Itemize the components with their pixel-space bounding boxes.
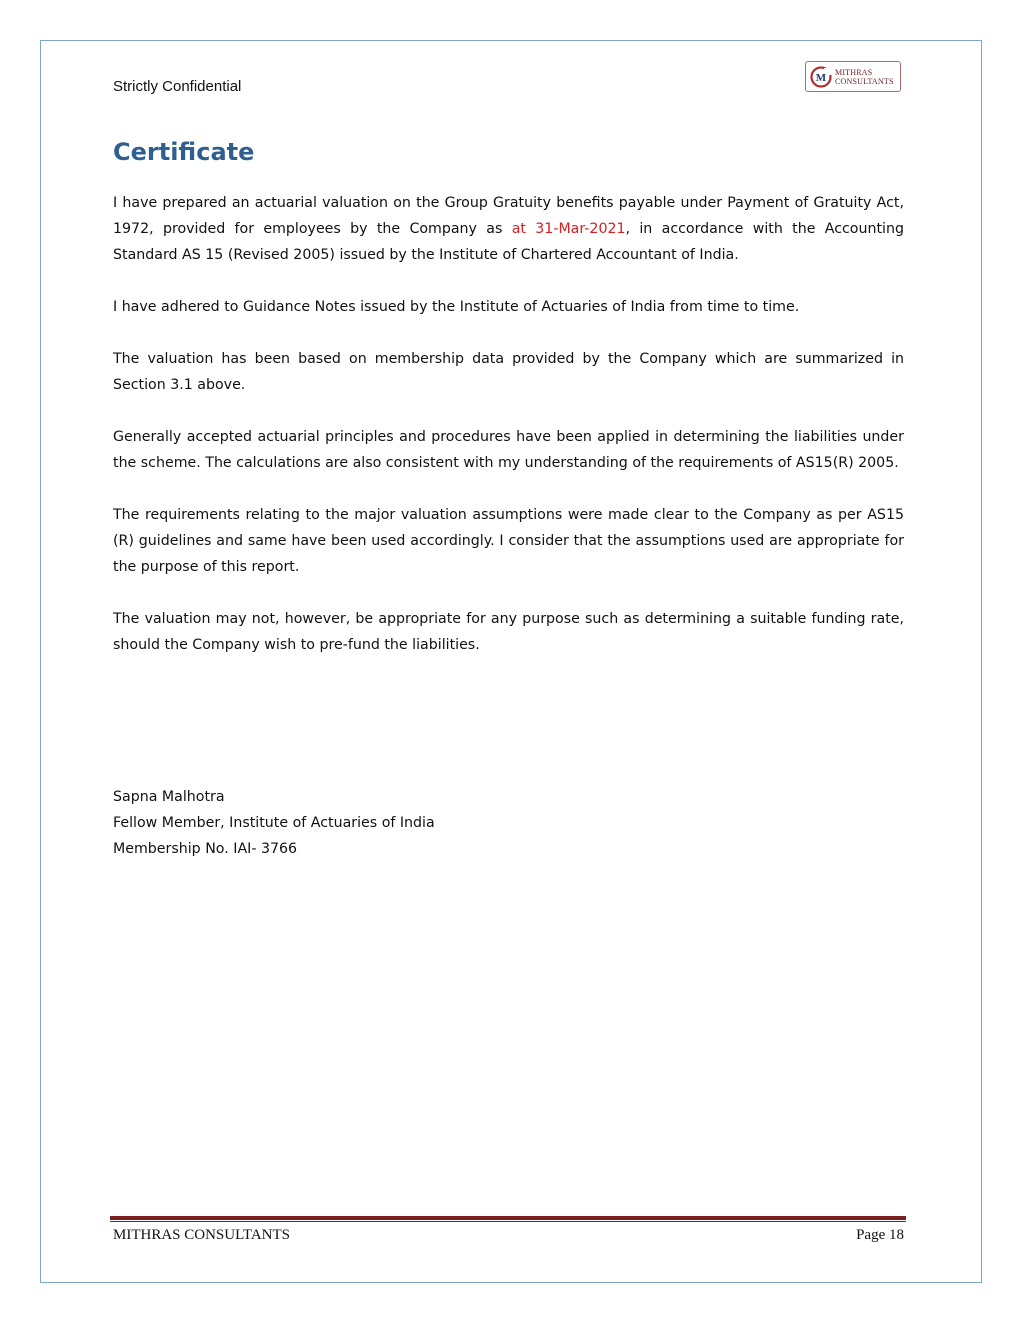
footer-page-number: Page 18 (856, 1227, 904, 1243)
header-confidential-label: Strictly Confidential (113, 78, 242, 95)
signatory-name: Sapna Malhotra (113, 789, 225, 805)
page-title: Certificate (113, 138, 255, 166)
valuation-date-highlight: at 31-Mar-2021 (511, 221, 626, 237)
paragraph-5: The requirements relating to the major valuation assumptions were made clear to the Company as per AS15 (R) guidelines and same have been used accordingly. I consider that the assumptions used are appropriate for the purpose of this report. (113, 507, 904, 575)
mithras-logo-icon (810, 66, 832, 88)
certificate-body (113, 190, 904, 684)
paragraph-1 (113, 190, 904, 268)
signatory-designation: Fellow Member, Institute of Actuaries of India (113, 815, 435, 831)
footer-rule (110, 1216, 906, 1220)
footer-company: MITHRAS CONSULTANTS (113, 1227, 291, 1243)
signature-block (113, 784, 435, 862)
paragraph-3: The valuation has been based on membership data provided by the Company which are summarized in Section 3.1 above. (113, 351, 904, 393)
paragraph-6: The valuation may not, however, be appropriate for any purpose such as determining a suitable funding rate, should the Company wish to pre-fund the liabilities. (113, 611, 904, 653)
footer-rule-thin (110, 1221, 906, 1222)
logo-line1: MITHRAS (835, 67, 873, 77)
paragraph-1-end: , in accordance with the Accounting Standard AS 15 (Revised 2005) issued by the Institute of Chartered Accountant of India. (113, 221, 904, 263)
paragraph-2: I have adhered to Guidance Notes issued by the Institute of Actuaries of India from time to time. (113, 299, 800, 315)
svg-text:M: M (815, 71, 827, 84)
company-logo (805, 61, 901, 92)
logo-line2: CONSULTANTS (835, 76, 894, 86)
paragraph-4: Generally accepted actuarial principles and procedures have been applied in determining the liabilities under the scheme. The calculations are also consistent with my understanding of the requirements of AS15(R) 2005. (113, 429, 904, 471)
paragraph-1-start: I have prepared an actuarial valuation on the Group Gratuity benefits payable under Payment of Gratuity Act, 1972, provided for employees by the Company as (113, 195, 904, 237)
signatory-membership: Membership No. IAI- 3766 (113, 841, 298, 857)
